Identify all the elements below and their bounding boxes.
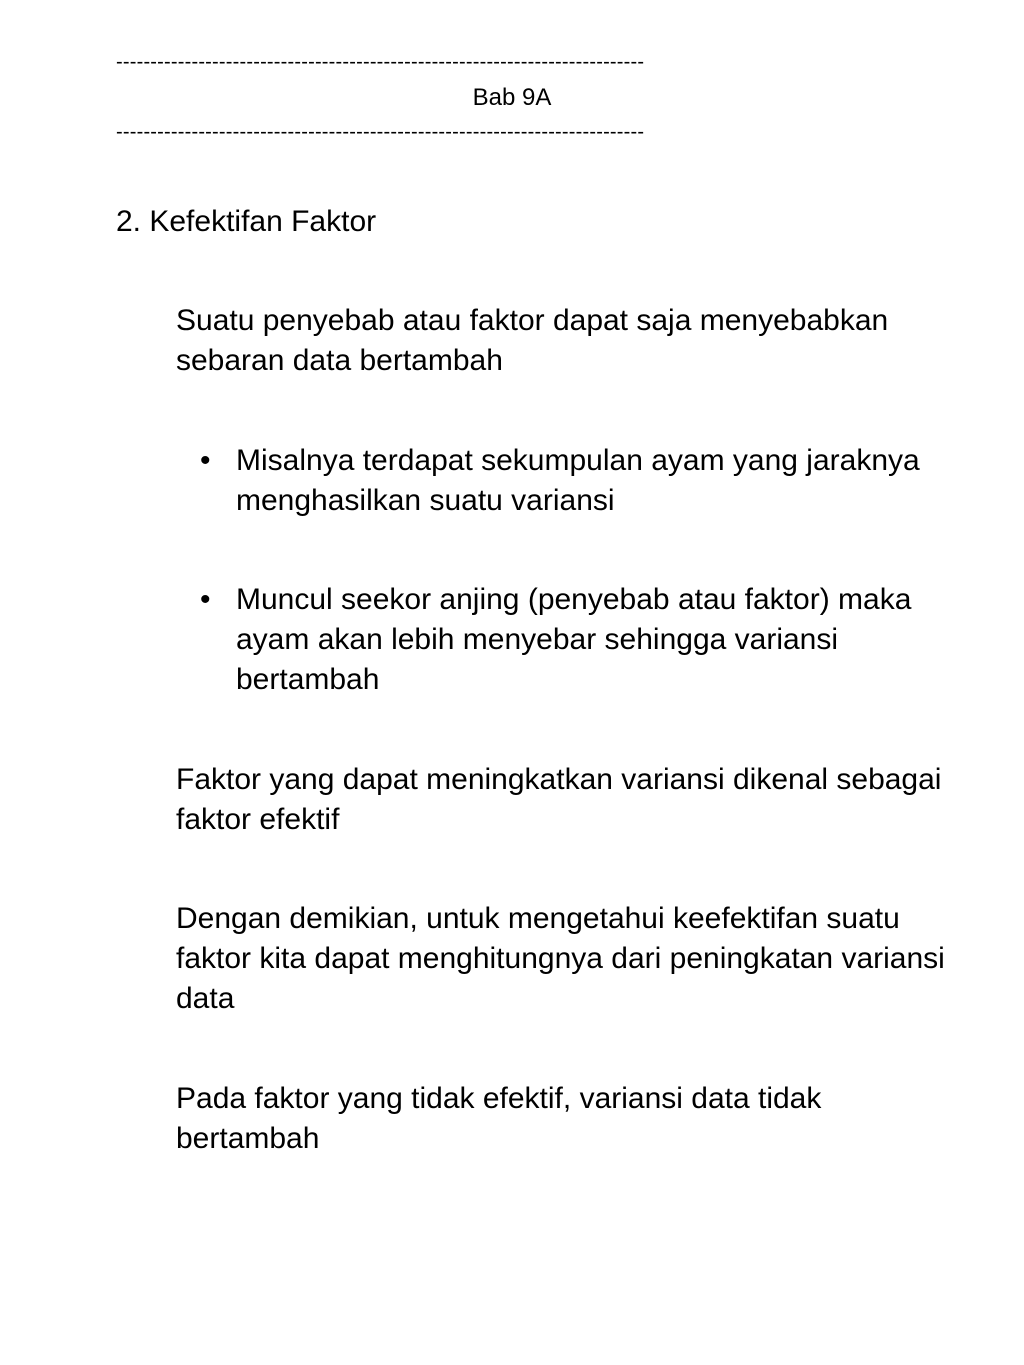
non-effective-factor-paragraph: Pada faktor yang tidak efektif, variansi data tidak bertambah bbox=[176, 1082, 822, 1155]
chapter-label: Bab 9A bbox=[472, 84, 552, 111]
header-rule-bottom: ----------------------------------------------------------------------------- bbox=[116, 121, 645, 143]
header-rule-top: ----------------------------------------------------------------------------- bbox=[116, 51, 645, 73]
effective-factor-paragraph: Faktor yang dapat meningkatkan variansi dikenal sebagai faktor efektif bbox=[176, 763, 942, 836]
bullet-item bbox=[200, 580, 960, 700]
intro-paragraph: Suatu penyebab atau faktor dapat saja menyebabkan sebaran data bertambah bbox=[176, 304, 889, 377]
section-title: 2. Kefektifan Faktor bbox=[116, 205, 377, 238]
bullet-marker: • bbox=[200, 583, 211, 616]
bullet-marker: • bbox=[200, 444, 211, 477]
bullet-text: Misalnya terdapat sekumpulan ayam yang jaraknya menghasilkan suatu variansi bbox=[236, 444, 920, 517]
bullet-item bbox=[200, 441, 960, 521]
measure-effectiveness-paragraph: Dengan demikian, untuk mengetahui keefektifan suatu faktor kita dapat menghitungnya dari peningkatan variansi data bbox=[176, 902, 945, 1015]
bullet-text: Muncul seekor anjing (penyebab atau faktor) maka ayam akan lebih menyebar sehingga variansi bertambah bbox=[236, 583, 912, 696]
